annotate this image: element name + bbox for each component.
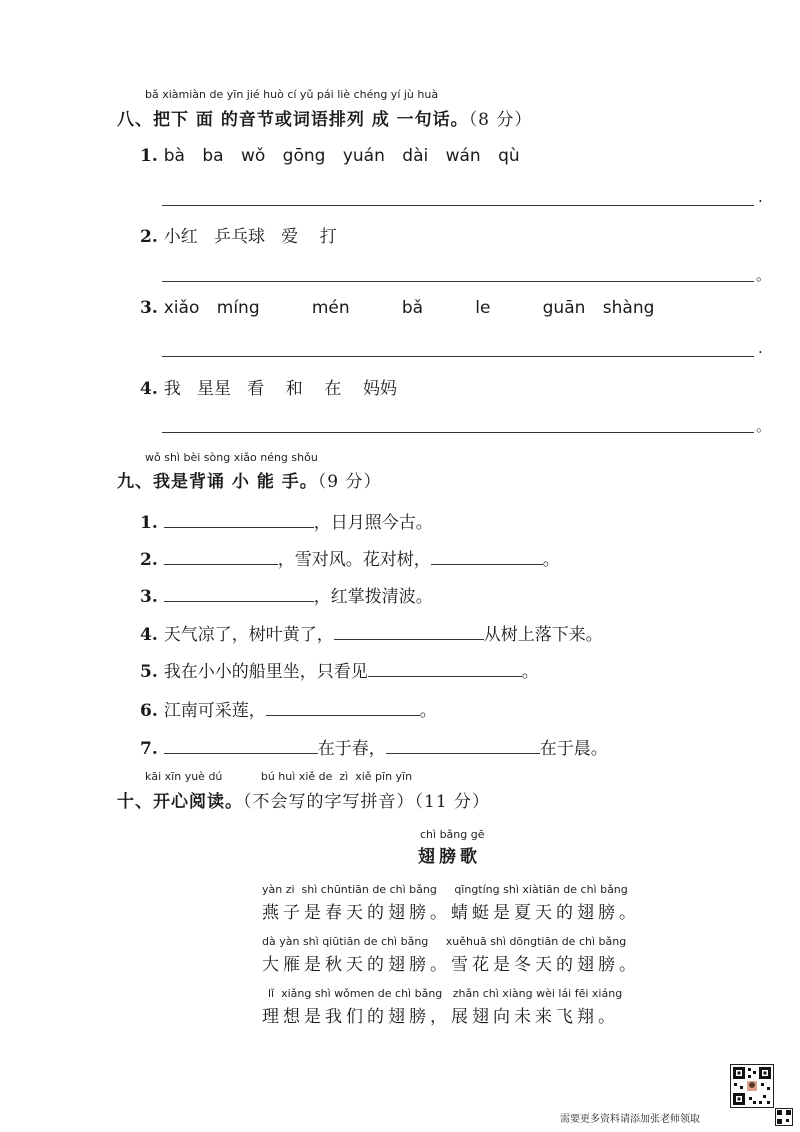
fill-blank[interactable] bbox=[164, 585, 314, 602]
fill-blank[interactable] bbox=[164, 511, 314, 528]
end-mark-1: . bbox=[758, 188, 763, 206]
section8-title bbox=[117, 105, 532, 130]
end-mark-4: 。 bbox=[756, 417, 772, 435]
poem-title: 翅膀歌 bbox=[418, 847, 481, 867]
s9-item-1 bbox=[140, 508, 433, 533]
section10-subtitle: （不会写的字写拼音） bbox=[243, 792, 415, 812]
question-number: 2. bbox=[140, 227, 158, 247]
item-text: 在于春， bbox=[317, 739, 386, 759]
item-text: 。 bbox=[521, 662, 539, 682]
answer-line-4[interactable] bbox=[162, 431, 754, 433]
fill-blank[interactable] bbox=[334, 623, 484, 640]
item-text: 我在小小的船里坐，只看见 bbox=[163, 662, 368, 682]
item-number: 5. bbox=[140, 662, 158, 682]
section10-title bbox=[117, 787, 490, 812]
fill-blank[interactable] bbox=[266, 699, 420, 716]
item-number: 7. bbox=[140, 739, 158, 759]
s8-question-3 bbox=[140, 298, 654, 318]
s9-item-2 bbox=[140, 545, 560, 570]
question-number: 4. bbox=[140, 379, 158, 399]
s8-question-4 bbox=[140, 374, 397, 399]
section9-title bbox=[117, 467, 382, 492]
fill-blank[interactable] bbox=[368, 660, 522, 677]
poem-line-2: 大雁是秋天的翅膀。雪花是冬天的翅膀。 bbox=[262, 955, 640, 975]
section9-title-text: 九、我是背诵 小 能 手。 bbox=[117, 472, 318, 492]
item-text: 天气凉了，树叶黄了， bbox=[163, 625, 334, 645]
section8-points: （8 分） bbox=[468, 110, 533, 130]
qr-code-icon bbox=[730, 1064, 774, 1108]
question-text: xiǎo míng mén bǎ le guān shàng bbox=[163, 298, 655, 318]
item-text: ，红掌拨清波。 bbox=[313, 587, 433, 607]
item-number: 6. bbox=[140, 701, 158, 721]
fill-blank[interactable] bbox=[386, 737, 540, 754]
item-number: 1. bbox=[140, 513, 158, 533]
item-text: 江南可采莲， bbox=[163, 701, 266, 721]
item-text: 从树上落下来。 bbox=[483, 625, 603, 645]
item-text: ，雪对风。花对树， bbox=[277, 550, 431, 570]
question-text: 我 星星 看 和 在 妈妈 bbox=[163, 379, 398, 399]
s8-question-1 bbox=[140, 146, 520, 166]
footer-text: 需要更多资料请添加张老师领取 bbox=[560, 1114, 700, 1125]
question-text: 小红 乒乓球 爱 打 bbox=[163, 227, 337, 247]
fill-blank[interactable] bbox=[431, 548, 543, 565]
s8-question-2 bbox=[140, 222, 337, 247]
s9-item-6 bbox=[140, 696, 437, 721]
section8-pinyin: bǎ xiàmiàn de yīn jié huò cí yǔ pái liè chéng yí jù huà bbox=[145, 88, 439, 101]
question-text: bà ba wǒ gōng yuán dài wán qù bbox=[163, 146, 520, 166]
section10-title-text: 十、开心阅读。 bbox=[117, 792, 243, 812]
section10-points: （11 分） bbox=[414, 792, 491, 812]
answer-line-2[interactable] bbox=[162, 280, 754, 282]
item-number: 2. bbox=[140, 550, 158, 570]
s9-item-3 bbox=[140, 582, 433, 607]
fill-blank[interactable] bbox=[164, 737, 318, 754]
poem-line-3: 理想是我们的翅膀，展翅向未来飞翔。 bbox=[262, 1007, 619, 1027]
item-number: 3. bbox=[140, 587, 158, 607]
item-text: 。 bbox=[542, 550, 560, 570]
section9-points: （9 分） bbox=[317, 472, 382, 492]
end-mark-3: . bbox=[758, 339, 763, 357]
section9-pinyin: wǒ shì bèi sòng xiǎo néng shǒu bbox=[145, 451, 318, 464]
poem-line-1-pinyin: yàn zi shì chūntiān de chì bǎng qīngtíng shì xiàtiān de chì bǎng bbox=[262, 883, 628, 896]
end-mark-2: 。 bbox=[756, 266, 772, 284]
question-number: 3. bbox=[140, 298, 158, 318]
s9-item-7 bbox=[140, 734, 608, 759]
poem-line-1: 燕子是春天的翅膀。蜻蜓是夏天的翅膀。 bbox=[262, 903, 640, 923]
item-number: 4. bbox=[140, 625, 158, 645]
poem-line-3-pinyin: lǐ xiǎng shì wǒmen de chì bǎng zhǎn chì xiàng wèi lái fēi xiáng bbox=[268, 987, 623, 1000]
item-text: 在于晨。 bbox=[539, 739, 608, 759]
poem-title-pinyin: chì bǎng gē bbox=[420, 828, 485, 841]
item-text: 。 bbox=[419, 701, 437, 721]
question-number: 1. bbox=[140, 146, 158, 166]
fill-blank[interactable] bbox=[164, 548, 278, 565]
section10-pinyin: kāi xīn yuè dú bú huì xiě de zì xiě pīn yīn bbox=[145, 770, 413, 783]
s9-item-4 bbox=[140, 620, 603, 645]
item-text: ，日月照今古。 bbox=[313, 513, 433, 533]
answer-line-1[interactable] bbox=[162, 204, 754, 206]
answer-line-3[interactable] bbox=[162, 355, 754, 357]
section8-title-text: 八、把下 面 的音节或词语排列 成 一句话。 bbox=[117, 110, 469, 130]
poem-line-2-pinyin: dà yàn shì qiūtiān de chì bǎng xuěhuā shì dōngtiān de chì bǎng bbox=[262, 935, 627, 948]
s9-item-5 bbox=[140, 657, 539, 682]
small-qr-icon bbox=[775, 1108, 793, 1126]
